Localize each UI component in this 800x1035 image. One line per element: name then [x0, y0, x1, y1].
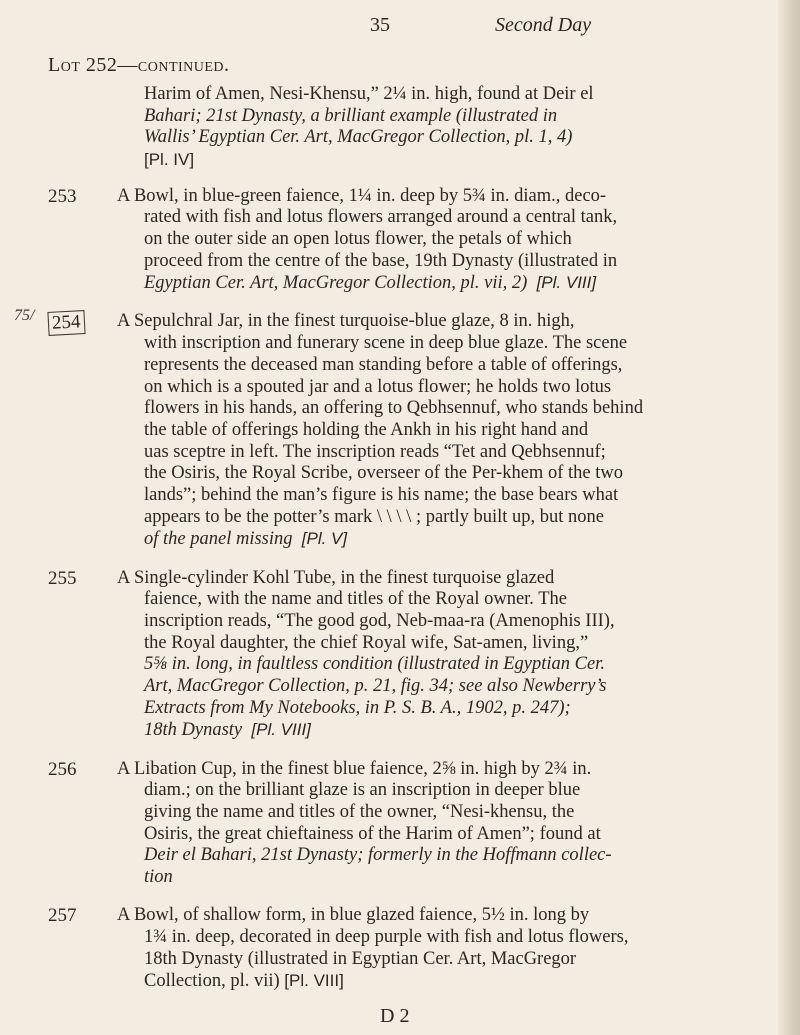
page-header	[370, 14, 591, 37]
lot-number: 255	[48, 567, 77, 589]
entry-line: appears to be the potter’s mark \ \ \ \ ; partly built up, but none	[144, 506, 605, 527]
entry-line: diam.; on the brilliant glaze is an inscription in deeper blue	[144, 780, 581, 801]
lot-number: 253	[48, 185, 77, 207]
entry-line: with inscription and funerary scene in deep blue glaze. The scene	[144, 333, 628, 354]
lot-256	[48, 759, 748, 889]
lot-254	[48, 311, 748, 551]
entry-line: giving the name and titles of the owner, “Nesi-khensu, the	[144, 801, 575, 822]
entry-line: 1¾ in. deep, decorated in deep purple with fish and lotus flowers,	[144, 926, 629, 947]
lot-heading: Lot 252—continued.	[48, 54, 230, 76]
lot-number: 257	[48, 905, 77, 927]
signature-mark: D 2	[380, 1005, 410, 1027]
entry-line: faience, with the name and titles of the Royal owner. The	[144, 589, 567, 610]
entry-line: A Libation Cup, in the finest blue faience, 2⅝ in. high by 2¾ in.	[117, 758, 592, 779]
page-number: 35	[370, 14, 390, 36]
entry-line: Collection, pl. vii) [Pl. VIII]	[144, 971, 344, 992]
entry-line: lands”; behind the man’s figure is his name; the base bears what	[144, 485, 619, 506]
entry-line: Wallis’ Egyptian Cer. Art, MacGregor Collection, pl. 1, 4)	[144, 127, 573, 148]
entry-line: A Bowl, in blue-green faience, 1¼ in. deep by 5¾ in. diam., deco-	[117, 185, 607, 206]
entry-line: 18th Dynasty [Pl. VIII]	[144, 720, 311, 741]
entry-line: the Royal daughter, the chief Royal wife, Sat-amen, living,”	[144, 632, 589, 653]
plate-reference: [Pl. VIII]	[251, 720, 311, 740]
entry-line: Deir el Bahari, 21st Dynasty; formerly in the Hoffmann collec-	[144, 845, 612, 866]
entry-line: represents the deceased man standing before a table of offerings,	[144, 354, 623, 375]
entry-line: A Sepulchral Jar, in the finest turquoise-blue glaze, 8 in. high,	[117, 311, 575, 332]
entry-line: 5⅝ in. long, in faultless condition (illustrated in Egyptian Cer.	[144, 654, 605, 675]
entry-line: on which is a spouted jar and a lotus flower; he holds two lotus	[144, 376, 612, 397]
entry-line: the Osiris, the Royal Scribe, overseer of the Per-khem of the two	[144, 463, 623, 484]
handwritten-annotation: 75/	[14, 307, 35, 325]
entry-line: flowers in his hands, an offering to Qebhsennuf, who stands behind	[144, 398, 644, 419]
lot-number: 256	[48, 758, 77, 780]
entry-line: of the panel missing [Pl. V]	[144, 529, 348, 550]
entry-line: inscription reads, “The good god, Neb-maa-ra (Amenophis III),	[144, 610, 615, 631]
lot-252-continued	[48, 84, 748, 171]
entry-line: on the outer side an open lotus flower, the petals of which	[144, 228, 572, 249]
entry-line: rated with fish and lotus flowers arranged around a central tank,	[144, 207, 618, 228]
entry-line: Osiris, the great chieftainess of the Harim of Amen”; found at	[144, 823, 601, 844]
lot-255	[48, 568, 748, 743]
lot-253	[48, 186, 748, 296]
entry-line: uas sceptre in left. The inscription reads “Tet and Qebhsennuf;	[144, 441, 606, 462]
entry-line: A Single-cylinder Kohl Tube, in the finest turquoise glazed	[117, 567, 555, 588]
lot-257	[48, 905, 748, 993]
running-title: Second Day	[495, 14, 592, 36]
plate-reference: [Pl. VIII]	[536, 273, 597, 293]
entry-line: proceed from the centre of the base, 19th Dynasty (illustrated in	[144, 250, 618, 271]
entry-line: Egyptian Cer. Art, MacGregor Collection, pl. vii, 2) [Pl. VIII]	[144, 273, 597, 294]
plate-reference: [Pl. VIII]	[284, 971, 344, 991]
entry-line: Extracts from My Notebooks, in P. S. B. A., 1902, p. 247);	[144, 697, 571, 718]
lot-number: 254	[48, 311, 98, 335]
page-edge	[778, 0, 800, 1035]
entry-line: the table of offerings holding the Ankh in his right hand and	[144, 419, 589, 440]
entry-line: tion	[144, 867, 173, 888]
entry-line: Bahari; 21st Dynasty, a brilliant example (illustrated in	[144, 105, 558, 126]
entry-line: Art, MacGregor Collection, p. 21, fig. 34; see also Newberry’s	[144, 676, 607, 697]
entry-line: A Bowl, of shallow form, in blue glazed faience, 5½ in. long by	[117, 905, 590, 926]
entry-line: 18th Dynasty (illustrated in Egyptian Cer. Art, MacGregor	[144, 948, 577, 969]
entry-line: Harim of Amen, Nesi-Khensu,” 2¼ in. high, found at Deir el	[144, 84, 594, 104]
plate-reference: [Pl. IV]	[144, 150, 195, 170]
plate-reference: [Pl. V]	[301, 529, 348, 549]
